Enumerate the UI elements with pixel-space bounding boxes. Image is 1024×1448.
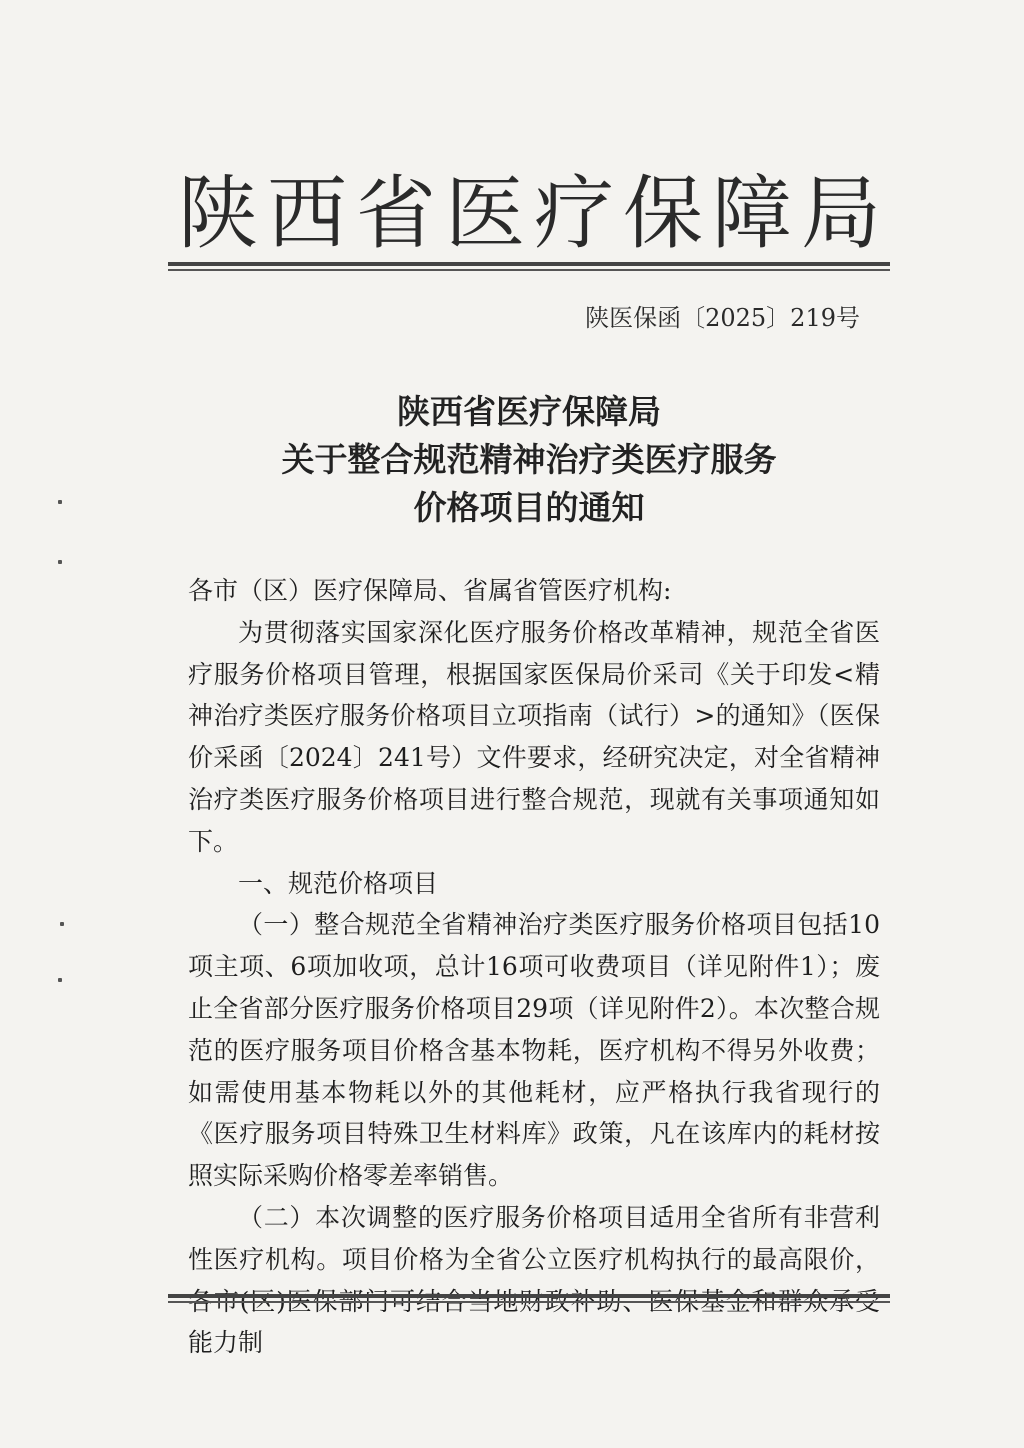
section-heading-1: 一、规范价格项目: [238, 868, 439, 898]
agency-masthead: 陕西省医疗保障局: [178, 168, 890, 260]
document-number: 陕医保函〔2025〕219号: [585, 304, 860, 332]
title-line-1: 陕西省医疗保障局: [397, 392, 661, 431]
scan-speck: [58, 500, 62, 504]
scan-speck: [58, 560, 62, 564]
scan-speck: [60, 922, 64, 926]
item-paragraph-2: （二）本次调整的医疗服务价格项目适用全省所有非营利性医疗机构。项目价格为全省公立医疗机构执行的最高限价，各市(区)医保部门可结合当地财政补助、医保基金和群众承受能力制: [188, 1202, 880, 1358]
salutation: 各市（区）医疗保障局、省属省管医疗机构:: [188, 576, 672, 605]
title-line-3: 价格项目的通知: [413, 488, 645, 527]
title-line-2: 关于整合规范精神治疗类医疗服务: [281, 440, 777, 479]
notice-title: [168, 388, 890, 532]
item-paragraph-1: （一）整合规范全省精神治疗类医疗服务价格项目包括10项主项、6项加收项，总计16项可收费项目（详见附件1）；废止全省部分医疗服务价格项目29项（详见附件2）。本次整合规范的医疗服务项目价格含基本物耗，医疗机构不得另外收费；如需使用基本物耗以外的其他耗材，应严格执行我省现行的《医疗服务项目特殊卫生材料库》政策，凡在该库内的耗材按照实际采购价格零差率销售。: [188, 910, 880, 1191]
scan-speck: [58, 978, 62, 982]
notice-body: [188, 570, 880, 1364]
intro-paragraph: 为贯彻落实国家深化医疗服务价格改革精神，规范全省医疗服务价格项目管理，根据国家医保局价采司《关于印发<精神治疗类医疗服务价格项目立项指南（试行）>的通知》（医保价采函〔2024〕241号）文件要求，经研究决定，对全省精神治疗类医疗服务价格项目进行整合规范，现就有关事项通知如下。: [188, 617, 880, 856]
footer-divider-rule: [168, 1294, 890, 1303]
header-divider-rule: [168, 262, 890, 271]
